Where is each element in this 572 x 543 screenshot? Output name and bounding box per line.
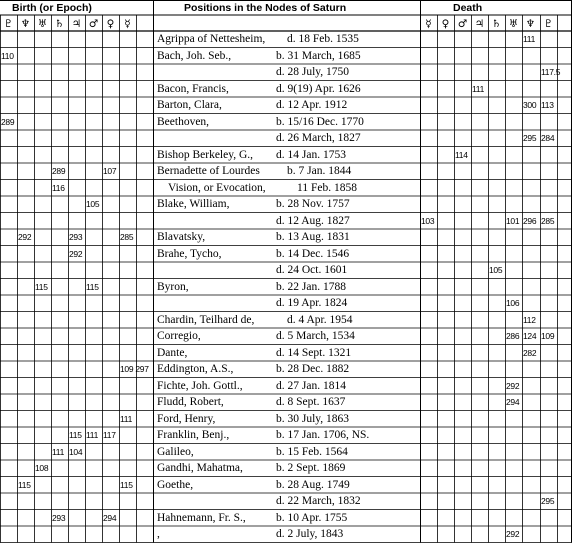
table-row: [0, 31, 572, 48]
birth-node-position: 294: [103, 512, 117, 523]
table-row: [0, 180, 572, 197]
table-row: [0, 493, 572, 510]
death-node-position: 292: [506, 380, 520, 391]
table-row: [0, 48, 572, 65]
event-date: b. 28 Nov. 1757: [276, 198, 350, 210]
birth-planet-symbol: ☿: [124, 18, 131, 30]
birth-planet-symbol: ♀: [106, 18, 115, 30]
event-date: b. 28 Aug. 1749: [276, 478, 350, 491]
event-date: b. 28 Dec. 1882: [276, 363, 350, 375]
person-name: Franklin, Benj.,: [157, 429, 230, 441]
event-date: b. 10 Apr. 1755: [276, 511, 348, 524]
table-row: [0, 229, 572, 246]
event-date: b. 14 Dec. 1546: [276, 247, 350, 260]
table-row: [0, 378, 572, 395]
death-node-position: 286: [506, 331, 520, 341]
birth-node-position: 289: [52, 166, 66, 176]
death-planet-symbol: ♆: [525, 18, 536, 30]
death-node-position: 114: [455, 149, 468, 160]
person-name: Blavatsky,: [157, 231, 206, 243]
event-date: d. 18 Feb. 1535: [287, 33, 359, 45]
event-date: b. 15/16 Dec. 1770: [276, 115, 364, 128]
death-node-position: 282: [523, 347, 537, 358]
table-row: [0, 394, 572, 411]
event-date: d. 19 Apr. 1824: [276, 297, 348, 309]
event-date: b. 31 March, 1685: [276, 49, 361, 62]
birth-node-position: 110: [1, 50, 14, 61]
death-header: Death: [453, 2, 483, 14]
person-name: Blake, William,: [157, 198, 230, 210]
person-name: Bach, Joh. Seb.,: [157, 49, 232, 62]
death-node-position: 111: [523, 34, 536, 44]
event-date: d. 9(19) Apr. 1626: [276, 82, 361, 95]
event-date: b. 30 July, 1863: [276, 412, 350, 425]
event-date: d. 5 March, 1534: [276, 330, 355, 342]
birth-node-position: 289: [1, 116, 15, 127]
death-node-position: 101: [506, 215, 520, 226]
person-name: Beethoven,: [157, 115, 210, 128]
person-name: Galileo,: [157, 445, 194, 458]
death-node-position: 109: [541, 331, 555, 341]
event-date: d. 8 Sept. 1637: [276, 396, 346, 408]
birth-planet-symbol: ♇: [3, 18, 14, 30]
birth-node-position: 115: [86, 281, 99, 292]
table-row: [0, 213, 572, 230]
table-row: [0, 312, 572, 329]
birth-planet-symbol: ♂: [88, 18, 99, 30]
death-node-position: 113: [541, 100, 554, 110]
birth-planet-symbol: ♄: [54, 18, 65, 30]
death-node-position: 103: [421, 215, 435, 226]
death-node-position: 294: [506, 397, 520, 407]
table-row: [0, 81, 572, 98]
death-planet-symbol: ♂: [457, 18, 468, 30]
death-planet-symbol: ♅: [508, 18, 519, 30]
person-name: Ford, Henry,: [157, 412, 216, 425]
death-node-position: 284: [541, 133, 555, 143]
birth-planet-symbol: ♅: [37, 18, 48, 30]
birth-node-position: 111: [52, 446, 65, 457]
event-date: b. 17 Jan. 1706, NS.: [276, 429, 370, 441]
birth-node-position: 292: [69, 248, 83, 259]
birth-node-position: 117: [103, 430, 116, 440]
birth-node-position: 116: [52, 182, 65, 193]
event-date: d. 14 Sept. 1321: [276, 346, 352, 359]
death-planet-symbol: ♃: [474, 18, 485, 30]
person-name: Agrippa of Nettesheim,: [157, 33, 266, 45]
person-name: Goethe,: [157, 478, 194, 491]
event-date: d. 14 Jan. 1753: [276, 148, 346, 161]
person-name: Corregio,: [157, 330, 201, 342]
birth-planet-symbol: ♆: [20, 18, 31, 30]
birth-planet-symbol: ♃: [71, 18, 82, 30]
birth-node-position: 108: [35, 463, 49, 473]
person-name: Byron,: [157, 280, 189, 293]
table-row: [0, 279, 572, 296]
death-planet-symbol: ♀: [441, 18, 450, 30]
death-node-position: 124: [523, 331, 537, 341]
table-row: [0, 510, 572, 527]
table-row: [0, 147, 572, 164]
death-planet-symbol: ♄: [491, 18, 502, 30]
birth-node-position: 111: [86, 430, 99, 440]
table-row: [0, 477, 572, 494]
table-row: [0, 295, 572, 312]
person-name: Bernadette of Lourdes: [157, 165, 260, 177]
event-date: d. 27 Jan. 1814: [276, 379, 346, 392]
person-name: Chardin, Teilhard de,: [157, 313, 255, 326]
birth-node-position: 115: [120, 479, 133, 490]
event-date: b. 2 Sept. 1869: [276, 462, 346, 474]
birth-node-position: 111: [120, 413, 133, 424]
death-node-position: 296: [523, 215, 537, 226]
person-name: Bishop Berkeley, G.,: [157, 148, 254, 161]
birth-node-position: 109 297: [120, 364, 149, 374]
event-date: b. 13 Aug. 1831: [276, 231, 350, 243]
death-node-position: 300: [523, 100, 537, 110]
table-row: [0, 427, 572, 444]
birth-node-position: 104: [69, 446, 83, 457]
death-node-position: 105: [489, 265, 503, 275]
person-name: ,: [157, 528, 160, 540]
event-date: d. 12 Aug. 1827: [276, 214, 350, 227]
person-name: Fichte, Joh. Gottl.,: [157, 379, 243, 392]
birth-node-position: 115: [18, 479, 31, 490]
person-name: Dante,: [157, 346, 188, 359]
table-row: [0, 444, 572, 461]
person-name: Vision, or Evocation,: [168, 181, 266, 194]
death-node-position: 111: [472, 83, 485, 94]
person-name: Hahnemann, Fr. S.,: [157, 511, 246, 524]
birth-node-position: 105: [86, 199, 100, 209]
table-row: [0, 114, 572, 131]
table-row: [0, 246, 572, 263]
event-date: b. 15 Feb. 1564: [276, 445, 348, 458]
table-row: [0, 97, 572, 114]
table-row: [0, 328, 572, 345]
person-name: Brahe, Tycho,: [157, 247, 222, 260]
birth-node-position: 293: [52, 512, 66, 523]
person-name: Bacon, Francis,: [157, 82, 229, 95]
table-row: [0, 460, 572, 477]
table-row: [0, 361, 572, 378]
event-date: d. 2 July, 1843: [276, 528, 344, 540]
event-date: b. 22 Jan. 1788: [276, 280, 346, 293]
birth-node-position: 115: [69, 430, 82, 440]
table-row: [0, 411, 572, 428]
positions-header: Positions in the Nodes of Saturn: [184, 2, 347, 14]
table-row: [0, 526, 572, 543]
event-date: d. 22 March, 1832: [276, 495, 361, 507]
event-date: d. 4 Apr. 1954: [287, 313, 353, 326]
table-row: [0, 130, 572, 147]
death-node-position: 295: [523, 133, 537, 143]
birth-node-position: 285: [120, 232, 134, 242]
death-planet-symbol: ♇: [543, 18, 554, 30]
death-node-position: 117.5: [541, 67, 561, 77]
event-date: d. 12 Apr. 1912: [276, 99, 348, 111]
event-date: b. 7 Jan. 1844: [287, 165, 352, 177]
death-node-position: 295: [541, 496, 555, 506]
birth-node-position: 293: [69, 232, 83, 242]
birth-node-position: 115: [35, 281, 48, 292]
event-date: 11 Feb. 1858: [297, 181, 357, 194]
table-row: [0, 196, 572, 213]
table-row: [0, 345, 572, 362]
table-row: [0, 262, 572, 279]
death-node-position: 292: [506, 529, 520, 539]
birth-node-position: 107: [103, 166, 117, 176]
death-planet-symbol: ☿: [425, 18, 432, 30]
person-name: Eddington, A.S.,: [157, 363, 234, 375]
table-row: [0, 64, 572, 81]
event-date: d. 28 July, 1750: [276, 66, 350, 78]
person-name: Gandhi, Mahatma,: [157, 462, 243, 474]
death-node-position: 112: [523, 314, 536, 325]
person-name: Barton, Clara,: [157, 99, 222, 111]
person-name: Fludd, Robert,: [157, 396, 224, 408]
birth-node-position: 292: [18, 232, 32, 242]
death-node-position: 285: [541, 215, 555, 226]
event-date: d. 26 March, 1827: [276, 132, 361, 144]
death-node-position: 106: [506, 298, 520, 308]
event-date: d. 24 Oct. 1601: [276, 264, 348, 276]
table-row: [0, 163, 572, 180]
birth-header: Birth (or Epoch): [12, 2, 92, 14]
